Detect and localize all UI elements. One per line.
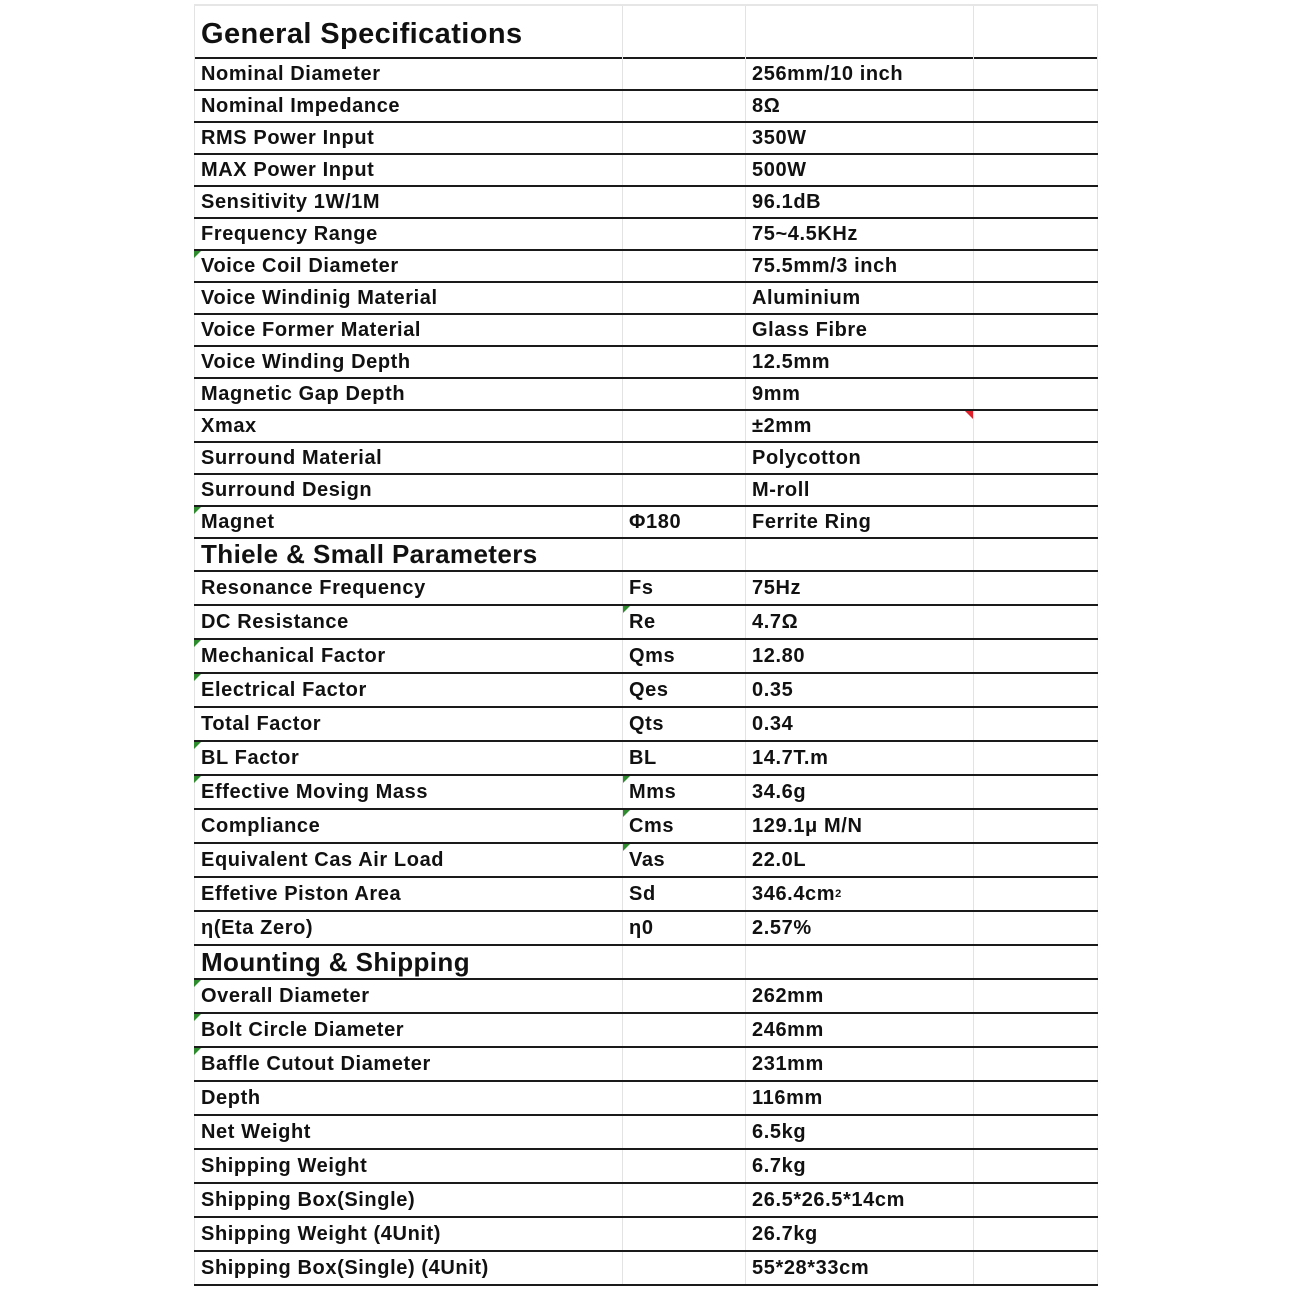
- param-value-text: 246mm: [752, 1018, 824, 1041]
- table-row: [194, 283, 1098, 315]
- param-label: Effective Moving Mass: [194, 776, 623, 808]
- param-symbol: [623, 187, 746, 217]
- param-value: [746, 912, 974, 944]
- param-symbol: [623, 411, 746, 441]
- param-symbol: η0: [623, 912, 746, 944]
- param-value-text: 350W: [752, 126, 807, 149]
- param-label: Mechanical Factor: [194, 640, 623, 672]
- param-value-text: 346.4cm: [752, 882, 836, 905]
- param-value: [746, 606, 974, 638]
- param-value-text: 6.5kg: [752, 1120, 807, 1143]
- param-value-text: 129.1μ M/N: [752, 814, 863, 837]
- param-label: Xmax: [194, 411, 623, 441]
- param-label: RMS Power Input: [194, 123, 623, 153]
- comment-marker: [965, 411, 973, 419]
- param-label: Shipping Weight: [194, 1150, 623, 1182]
- param-label: Shipping Box(Single): [194, 1184, 623, 1216]
- param-symbol: Cms: [623, 810, 746, 842]
- param-value-text: 256mm/10 inch: [752, 62, 904, 85]
- table-row: [194, 572, 1098, 606]
- section-title-general: General Specifications: [194, 6, 623, 59]
- param-value-text: 14.7T.m: [752, 746, 829, 769]
- param-value: [746, 507, 974, 537]
- param-value: [746, 315, 974, 345]
- table-row: [194, 878, 1098, 912]
- param-symbol: [623, 1252, 746, 1284]
- param-value: [746, 123, 974, 153]
- param-label: Magnetic Gap Depth: [194, 379, 623, 409]
- cell-marker: [194, 674, 201, 681]
- param-symbol: BL: [623, 742, 746, 774]
- param-value: [746, 572, 974, 604]
- param-symbol: Fs: [623, 572, 746, 604]
- param-label: Voice Coil Diameter: [194, 251, 623, 281]
- param-value: [746, 1150, 974, 1182]
- param-value-text: 262mm: [752, 984, 824, 1007]
- param-symbol: [623, 1048, 746, 1080]
- table-row: [194, 1184, 1098, 1218]
- param-value: [746, 1014, 974, 1046]
- param-label: Voice Windinig Material: [194, 283, 623, 313]
- table-row: [194, 443, 1098, 475]
- param-label: Depth: [194, 1082, 623, 1114]
- cell-marker: [623, 776, 630, 783]
- param-value-text: Glass Fibre: [752, 318, 868, 341]
- param-value-text: 6.7kg: [752, 1154, 807, 1177]
- param-value-text: 26.7kg: [752, 1222, 818, 1245]
- param-symbol: Φ180: [623, 507, 746, 537]
- param-symbol: [623, 980, 746, 1012]
- param-value-text: 4.7Ω: [752, 610, 799, 633]
- param-symbol: [623, 251, 746, 281]
- param-symbol: [623, 155, 746, 185]
- param-symbol: [623, 1184, 746, 1216]
- section-mounting-header: [194, 946, 1098, 980]
- section-title-thiele: Thiele & Small Parameters: [194, 539, 623, 570]
- param-value-text: 0.35: [752, 678, 794, 701]
- table-row: [194, 91, 1098, 123]
- param-value: [746, 674, 974, 706]
- table-row: [194, 606, 1098, 640]
- param-label: MAX Power Input: [194, 155, 623, 185]
- param-value: [746, 844, 974, 876]
- param-label: Surround Material: [194, 443, 623, 473]
- table-row: [194, 475, 1098, 507]
- param-label: Frequency Range: [194, 219, 623, 249]
- param-value: 346.4cm 2: [746, 878, 974, 910]
- param-label: Sensitivity 1W/1M: [194, 187, 623, 217]
- param-symbol: [623, 1218, 746, 1250]
- param-label: Nominal Impedance: [194, 91, 623, 121]
- cell-marker: [194, 980, 201, 987]
- table-row: [194, 59, 1098, 91]
- param-symbol: Sd: [623, 878, 746, 910]
- param-value-text: 55*28*33cm: [752, 1256, 870, 1279]
- cell-marker: [194, 742, 201, 749]
- table-row: [194, 1014, 1098, 1048]
- table-row: [194, 1082, 1098, 1116]
- param-value: [746, 187, 974, 217]
- table-row: [194, 912, 1098, 946]
- param-value-text: 22.0L: [752, 848, 807, 871]
- table-row: [194, 347, 1098, 379]
- table-row: [194, 411, 1098, 443]
- table-row: [194, 776, 1098, 810]
- param-value-text: 231mm: [752, 1052, 824, 1075]
- param-value-text: 26.5*26.5*14cm: [752, 1188, 905, 1211]
- section-general-header: [194, 4, 1098, 59]
- param-value-text: 500W: [752, 158, 807, 181]
- param-value-text: Aluminium: [752, 286, 861, 309]
- param-symbol: Qms: [623, 640, 746, 672]
- table-row: [194, 708, 1098, 742]
- param-value: [746, 1082, 974, 1114]
- param-label: Equivalent Cas Air Load: [194, 844, 623, 876]
- table-row: [194, 187, 1098, 219]
- param-symbol: [623, 1082, 746, 1114]
- param-value: [746, 810, 974, 842]
- table-row: [194, 1116, 1098, 1150]
- table-row: [194, 507, 1098, 539]
- param-symbol: [623, 475, 746, 505]
- param-value: [746, 708, 974, 740]
- table-row: [194, 674, 1098, 708]
- param-value-text: 12.5mm: [752, 350, 831, 373]
- param-label: Compliance: [194, 810, 623, 842]
- param-value-text: 116mm: [752, 1086, 823, 1109]
- param-label: Electrical Factor: [194, 674, 623, 706]
- param-symbol: Qes: [623, 674, 746, 706]
- param-value: [746, 1252, 974, 1284]
- param-value-text: 75Hz: [752, 576, 802, 599]
- param-value: [746, 411, 974, 441]
- param-label: Resonance Frequency: [194, 572, 623, 604]
- table-row: [194, 1252, 1098, 1286]
- param-label: BL Factor: [194, 742, 623, 774]
- table-row: [194, 315, 1098, 347]
- param-value: [746, 640, 974, 672]
- param-value-text: 2.57%: [752, 916, 812, 939]
- param-label: DC Resistance: [194, 606, 623, 638]
- param-label: Shipping Weight (4Unit): [194, 1218, 623, 1250]
- param-label: Surround Design: [194, 475, 623, 505]
- cell-marker: [623, 844, 630, 851]
- param-value: [746, 1184, 974, 1216]
- param-label: Baffle Cutout Diameter: [194, 1048, 623, 1080]
- table-row: [194, 640, 1098, 674]
- cell-marker: [194, 1014, 201, 1021]
- param-symbol: Mms: [623, 776, 746, 808]
- param-symbol: [623, 91, 746, 121]
- param-symbol: [623, 1150, 746, 1182]
- param-value-text: 12.80: [752, 644, 806, 667]
- param-label: Magnet: [194, 507, 623, 537]
- param-value-text: 75~4.5KHz: [752, 222, 859, 245]
- param-value: [746, 91, 974, 121]
- param-value: [746, 776, 974, 808]
- param-value-text: 8Ω: [752, 94, 781, 117]
- param-symbol: Qts: [623, 708, 746, 740]
- param-value-text: 9mm: [752, 382, 801, 405]
- param-symbol: [623, 123, 746, 153]
- table-row: [194, 980, 1098, 1014]
- table-row: [194, 379, 1098, 411]
- param-label: Voice Former Material: [194, 315, 623, 345]
- param-value-text: 96.1dB: [752, 190, 822, 213]
- param-value: [746, 155, 974, 185]
- param-value: [746, 443, 974, 473]
- param-value: [746, 1116, 974, 1148]
- param-value-text: Polycotton: [752, 446, 862, 469]
- section-thiele-header: [194, 539, 1098, 572]
- cell-marker: [194, 776, 201, 783]
- section-title-mounting: Mounting & Shipping: [194, 946, 623, 978]
- param-value-text: M-roll: [752, 478, 811, 501]
- param-symbol: [623, 315, 746, 345]
- cell-marker: [194, 251, 201, 258]
- table-row: [194, 1150, 1098, 1184]
- param-value: [746, 219, 974, 249]
- table-row: [194, 1218, 1098, 1252]
- param-value: [746, 475, 974, 505]
- table-row: [194, 742, 1098, 776]
- table-row: [194, 219, 1098, 251]
- param-symbol: [623, 59, 746, 89]
- table-row: [194, 251, 1098, 283]
- param-symbol: [623, 1014, 746, 1046]
- param-symbol: Re: [623, 606, 746, 638]
- table-row: [194, 810, 1098, 844]
- param-symbol: [623, 379, 746, 409]
- table-row: [194, 844, 1098, 878]
- param-value-text: 75.5mm/3 inch: [752, 254, 898, 277]
- param-value: [746, 980, 974, 1012]
- param-symbol: [623, 347, 746, 377]
- cell-marker: [194, 507, 201, 514]
- param-value-text: 0.34: [752, 712, 794, 735]
- param-value: [746, 1218, 974, 1250]
- param-label: Total Factor: [194, 708, 623, 740]
- param-value: [746, 251, 974, 281]
- param-symbol: [623, 283, 746, 313]
- param-label: η(Eta Zero): [194, 912, 623, 944]
- cell-marker: [623, 606, 630, 613]
- param-value: [746, 59, 974, 89]
- cell-marker: [194, 1048, 201, 1055]
- param-label: Shipping Box(Single) (4Unit): [194, 1252, 623, 1284]
- general-rows: [194, 59, 1098, 539]
- param-value: [746, 742, 974, 774]
- table-row: [194, 155, 1098, 187]
- param-value-text: ±2mm: [752, 414, 813, 437]
- spec-sheet: [194, 4, 1098, 1286]
- param-value: [746, 347, 974, 377]
- thiele-rows: [194, 572, 1098, 946]
- param-value: [746, 379, 974, 409]
- param-value: [746, 1048, 974, 1080]
- param-label: Net Weight: [194, 1116, 623, 1148]
- table-row: [194, 123, 1098, 155]
- param-label: Effetive Piston Area: [194, 878, 623, 910]
- param-label: Bolt Circle Diameter: [194, 1014, 623, 1046]
- param-symbol: Vas: [623, 844, 746, 876]
- cell-marker: [623, 810, 630, 817]
- table-row: [194, 1048, 1098, 1082]
- param-symbol: [623, 1116, 746, 1148]
- param-value-text: 34.6g: [752, 780, 807, 803]
- cell-marker: [194, 640, 201, 647]
- param-value: [746, 283, 974, 313]
- param-symbol: [623, 219, 746, 249]
- param-value-text: Ferrite Ring: [752, 510, 872, 533]
- mounting-rows: [194, 980, 1098, 1286]
- param-label: Voice Winding Depth: [194, 347, 623, 377]
- param-symbol: [623, 443, 746, 473]
- param-label: Nominal Diameter: [194, 59, 623, 89]
- param-label: Overall Diameter: [194, 980, 623, 1012]
